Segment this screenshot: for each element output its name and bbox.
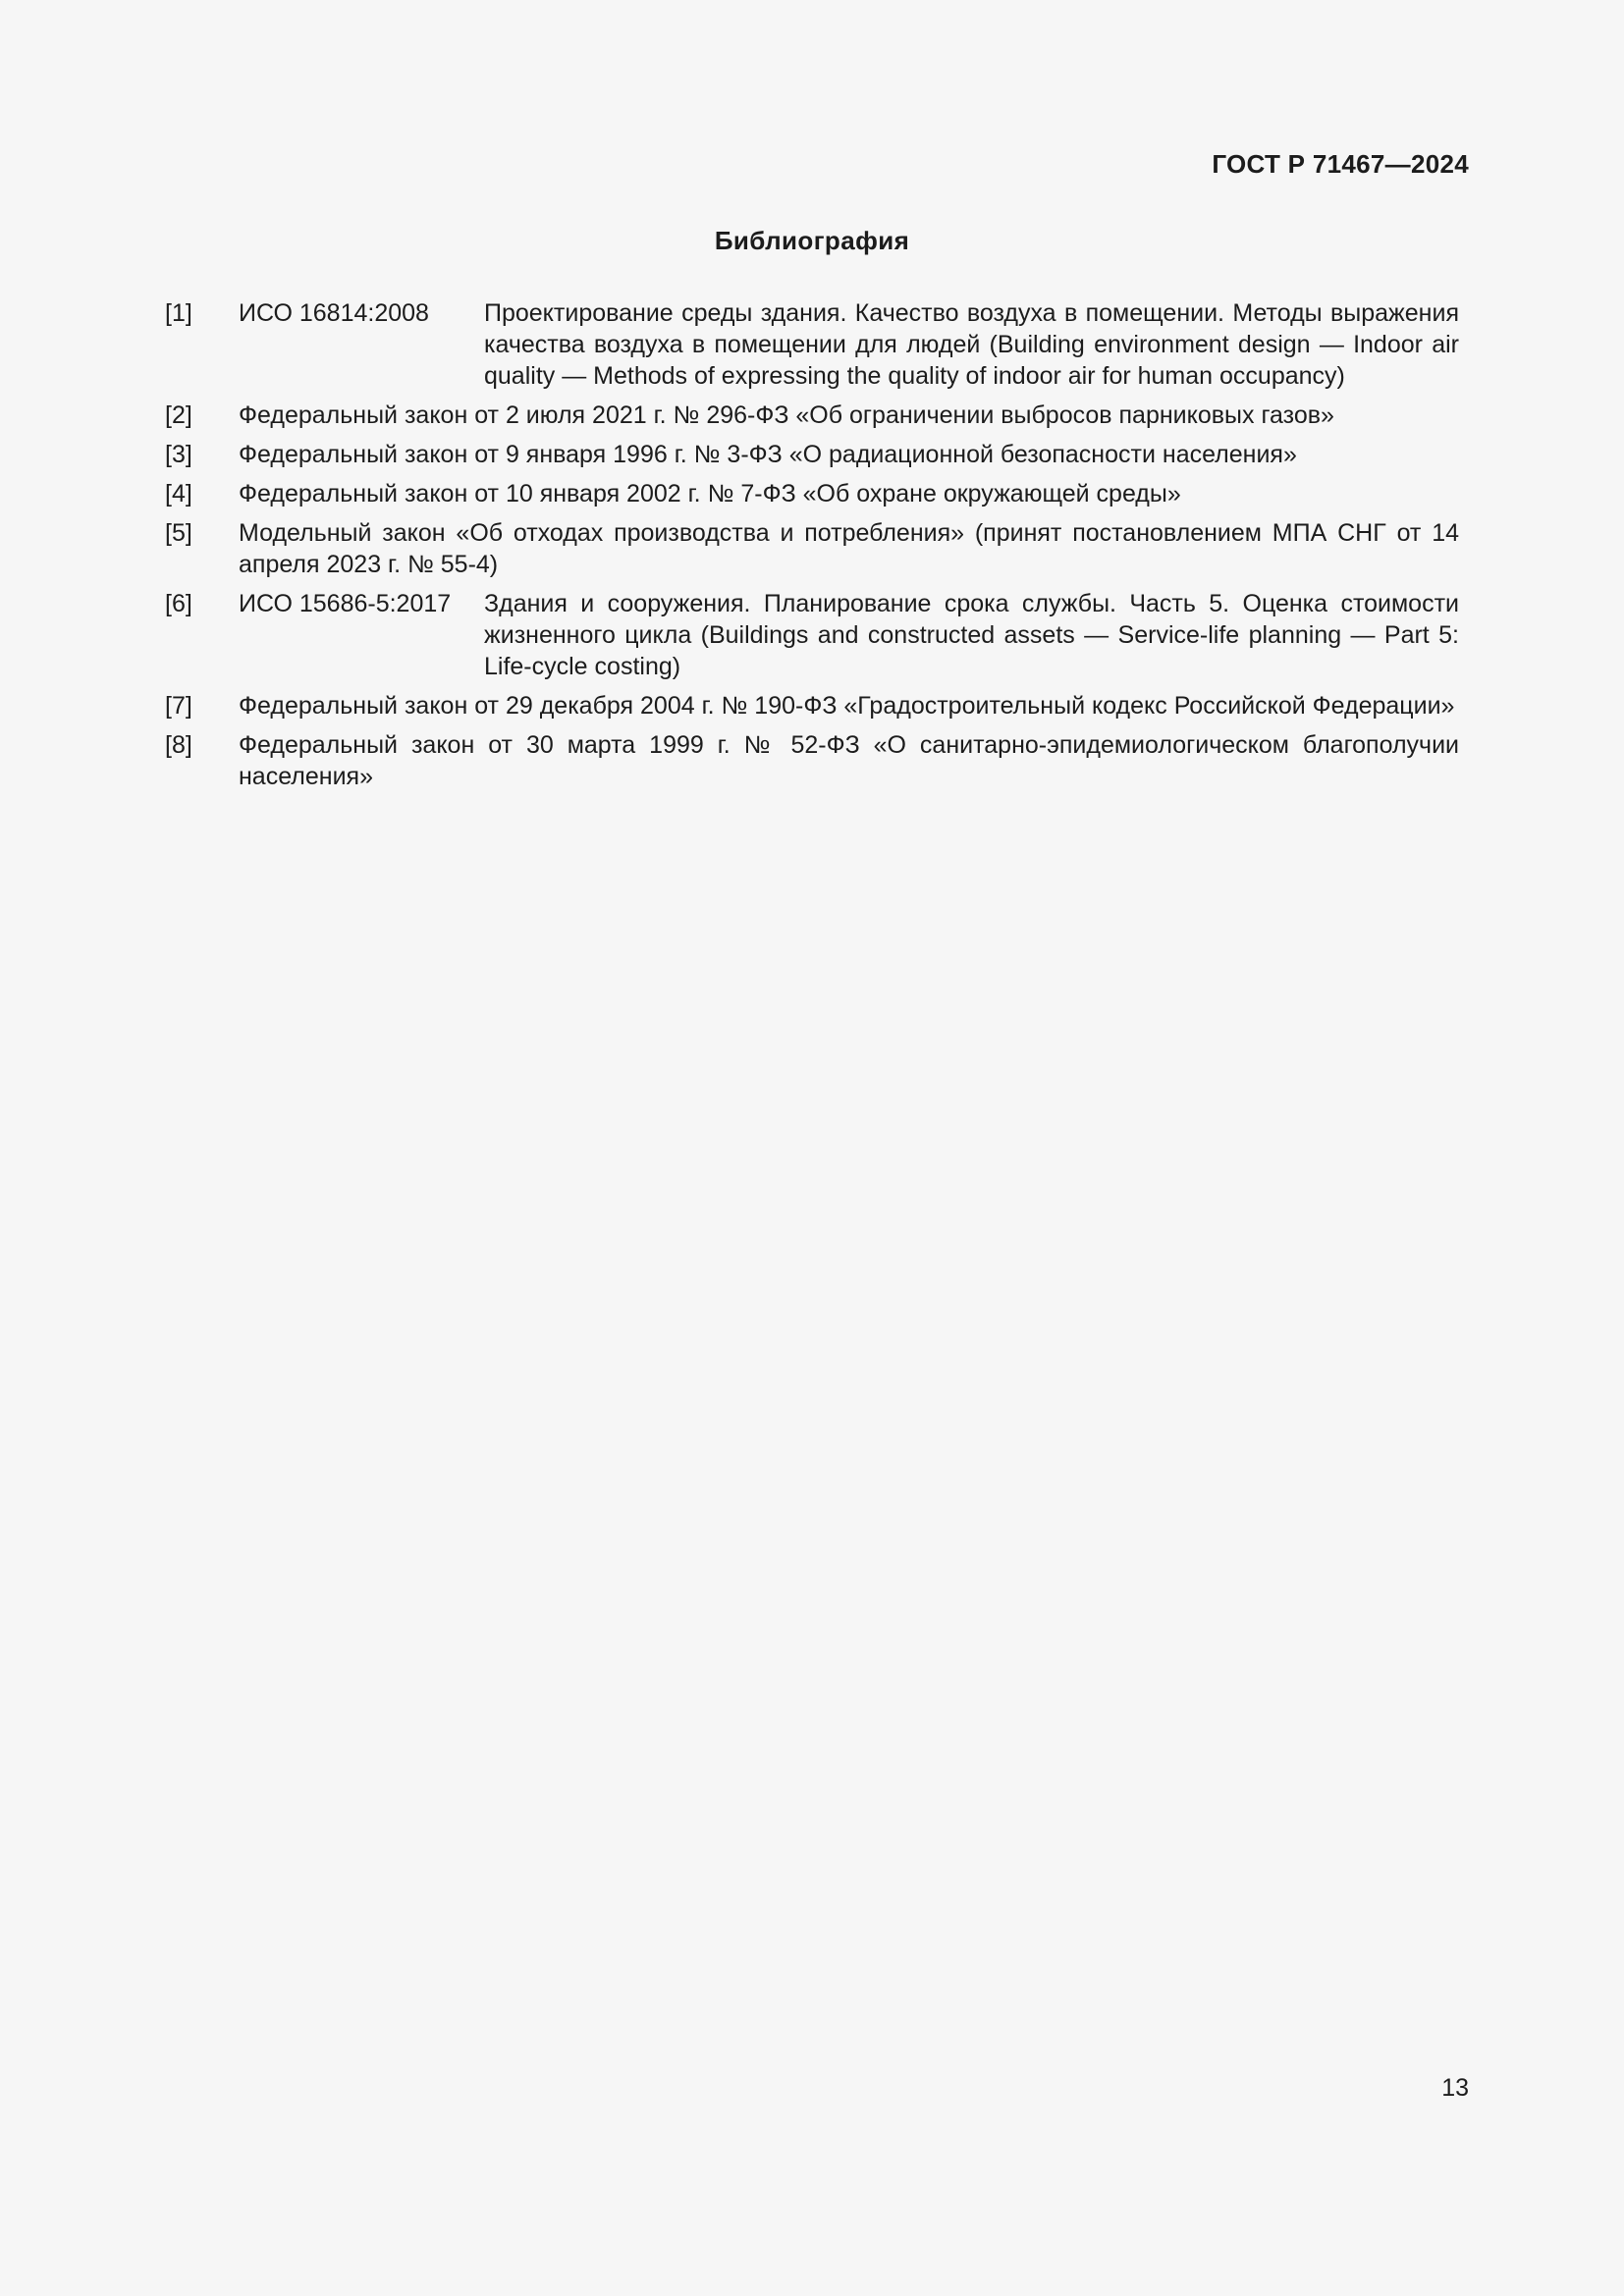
entry-text: Федеральный закон от 9 января 1996 г. № 3-ФЗ «О радиационной безопасности населения» <box>239 441 1297 468</box>
entry-number: [7] <box>165 692 192 720</box>
bibliography-title: Библиография <box>714 226 910 255</box>
entry-text: Проектирование среды здания. Качество воздуха в помещении. Методы выражения качества воздуха в помещении для людей (Building environment design — Indoor air quality — Methods of expressing the quality of indoor air for human occupancy) <box>484 299 1459 390</box>
entry-text: Федеральный закон от 30 марта 1999 г. № 52-ФЗ «О санитарно-эпидемиологическом благополучии населения» <box>239 731 1459 790</box>
entry-number: [4] <box>165 480 192 507</box>
standard-code: ИСО 16814:2008 <box>239 299 429 327</box>
entry-text: Федеральный закон от 2 июля 2021 г. № 296-ФЗ «Об ограничении выбросов парниковых газов» <box>239 401 1334 429</box>
bibliography-list <box>165 297 1459 800</box>
entry-number: [1] <box>165 299 192 327</box>
bibliography-entry-5 <box>165 517 1459 580</box>
entry-number: [2] <box>165 401 192 429</box>
entry-number: [5] <box>165 519 192 547</box>
standard-code: ИСО 15686-5:2017 <box>239 590 452 617</box>
page-number: 13 <box>1441 2074 1469 2102</box>
document-code-header: ГОСТ Р 71467—2024 <box>1212 149 1469 179</box>
entry-text: Здания и сооружения. Планирование срока службы. Часть 5. Оценка стоимости жизненного цикла (Buildings and constructed assets — Service-life planning — Part 5: Life-cycle costing) <box>484 590 1459 680</box>
bibliography-entry-6 <box>165 588 1459 682</box>
bibliography-entry-3 <box>165 439 1459 470</box>
bibliography-entry-2 <box>165 400 1459 431</box>
entry-text: Модельный закон «Об отходах производства и потребления» (принят постановлением МПА СНГ от 14 апреля 2023 г. № 55-4) <box>239 519 1459 578</box>
bibliography-entry-7 <box>165 690 1459 721</box>
bibliography-entry-4 <box>165 478 1459 509</box>
entry-number: [8] <box>165 731 192 759</box>
entry-number: [3] <box>165 441 192 468</box>
bibliography-entry-1 <box>165 297 1459 392</box>
entry-text: Федеральный закон от 29 декабря 2004 г. № 190-ФЗ «Градостроительный кодекс Российской Федерации» <box>239 692 1455 720</box>
entry-text: Федеральный закон от 10 января 2002 г. № 7-ФЗ «Об охране окружающей среды» <box>239 480 1181 507</box>
bibliography-entry-8 <box>165 729 1459 792</box>
entry-number: [6] <box>165 590 192 617</box>
